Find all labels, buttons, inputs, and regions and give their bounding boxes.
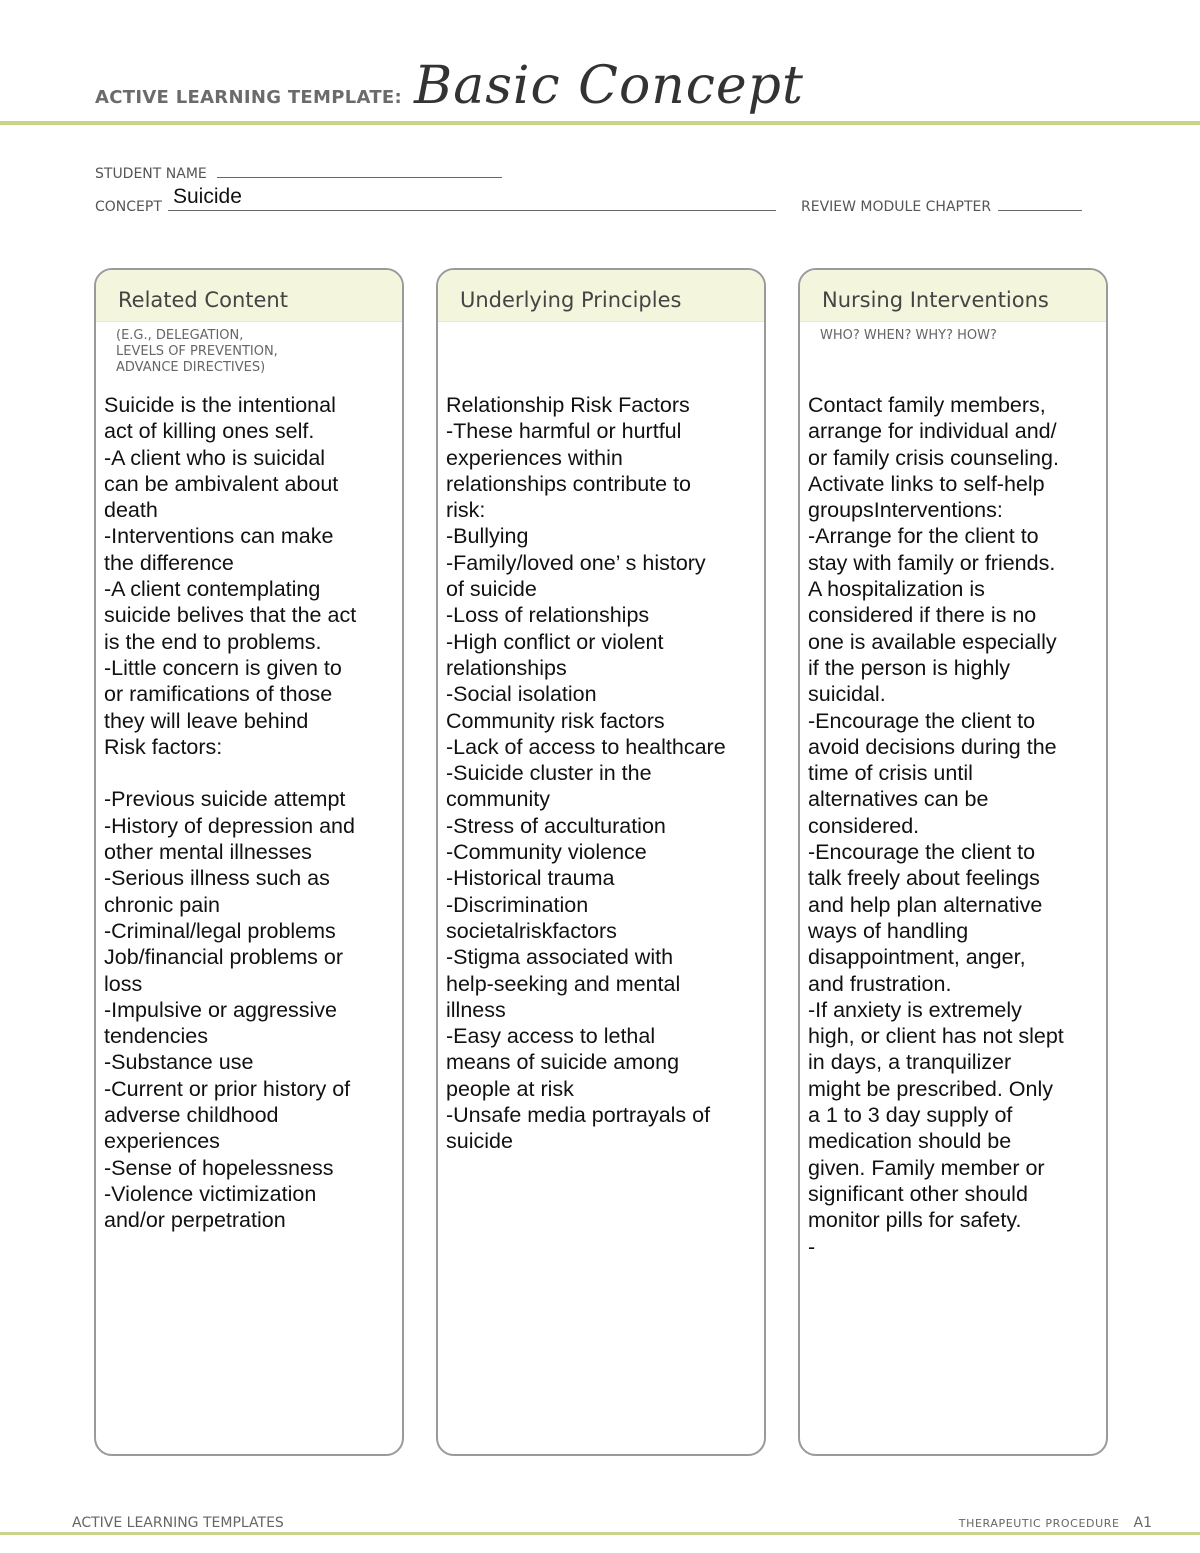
nursing-interventions-title: Nursing Interventions — [800, 270, 1106, 322]
student-name-label: STUDENT NAME — [95, 166, 207, 182]
footer-divider — [0, 1532, 1200, 1535]
header-divider — [0, 121, 1200, 125]
student-name-field[interactable] — [217, 165, 502, 178]
nursing-interventions-panel — [798, 268, 1108, 1456]
concept-value: Suicide — [173, 185, 242, 208]
nursing-interventions-subtitle: WHO? WHEN? WHY? HOW? — [820, 328, 997, 343]
review-module-row — [801, 198, 1082, 215]
header-label: ACTIVE LEARNING TEMPLATE: — [95, 87, 402, 108]
footer-right — [959, 1515, 1152, 1531]
concept-field[interactable] — [168, 198, 776, 211]
related-content-body[interactable]: Suicide is the intentional act of killing ones self. -A client who is suicidal can be ambivalent about death -Interventions can make the difference -A client contemplating suicide belives that the act is the end to problems. -Little concern is given to or ramifications of those they will leave behind Risk factors: -Previous suicide attempt -History of depression and other mental illnesses -Serious illness such as chronic pain -Criminal/legal problems Job/financial problems or loss -Impulsive or aggressive tendencies -Substance use -Current or prior history of adverse childhood experiences -Sense of hopelessness -Violence victimization and/or perpetration — [104, 393, 357, 1233]
page-code: A1 — [1133, 1515, 1152, 1531]
related-content-subtitle: (E.G., DELEGATION, LEVELS OF PREVENTION, ADVANCE DIRECTIVES) — [116, 328, 278, 375]
related-content-title: Related Content — [96, 270, 402, 322]
review-module-field[interactable] — [998, 198, 1082, 211]
underlying-principles-title: Underlying Principles — [438, 270, 764, 322]
underlying-principles-panel — [436, 268, 766, 1456]
footer-right-label: THERAPEUTIC PROCEDURE — [958, 1517, 1120, 1530]
review-module-label: REVIEW MODULE CHAPTER — [801, 199, 992, 215]
template-header — [95, 56, 804, 122]
underlying-principles-body[interactable]: Relationship Risk Factors -These harmful or hurtful experiences within relationships contribute to risk: -Bullying -Family/loved one’ s history of suicide -Loss of relationships -High conflict or violent relationships -Social isolation Community risk factors -Lack of access to healthcare -Suicide cluster in the community -Stress of acculturation -Community violence -Historical trauma -Discrimination societalriskfactors -Stigma associated with help-seeking and mental illness -Easy access to lethal means of suicide among people at risk -Unsafe media portrayals of suicide — [446, 393, 726, 1154]
related-content-panel — [94, 268, 404, 1456]
footer-left-label: ACTIVE LEARNING TEMPLATES — [72, 1515, 284, 1531]
student-name-row — [95, 165, 502, 182]
page-title: Basic Concept — [414, 56, 804, 116]
nursing-interventions-body[interactable]: Contact family members, arrange for individual and/ or family crisis counseling. Activate links to self-help groupsInterventions: -Arrange for the client to stay with family or friends. A hospitalization is considered if there is no one is available especially if the person is highly suicidal. -Encourage the client to avoid decisions during the time of crisis until alternatives can be considered. -Encourage the client to talk freely about feelings and help plan alternative ways of handling disappointment, anger, and frustration. -If anxiety is extremely high, or client has not slept in days, a tranquilizer might be prescribed. Only a 1 to 3 day supply of medication should be given. Family member or significant other should monitor pills for safety. - — [808, 393, 1064, 1259]
concept-label: CONCEPT — [95, 199, 162, 215]
